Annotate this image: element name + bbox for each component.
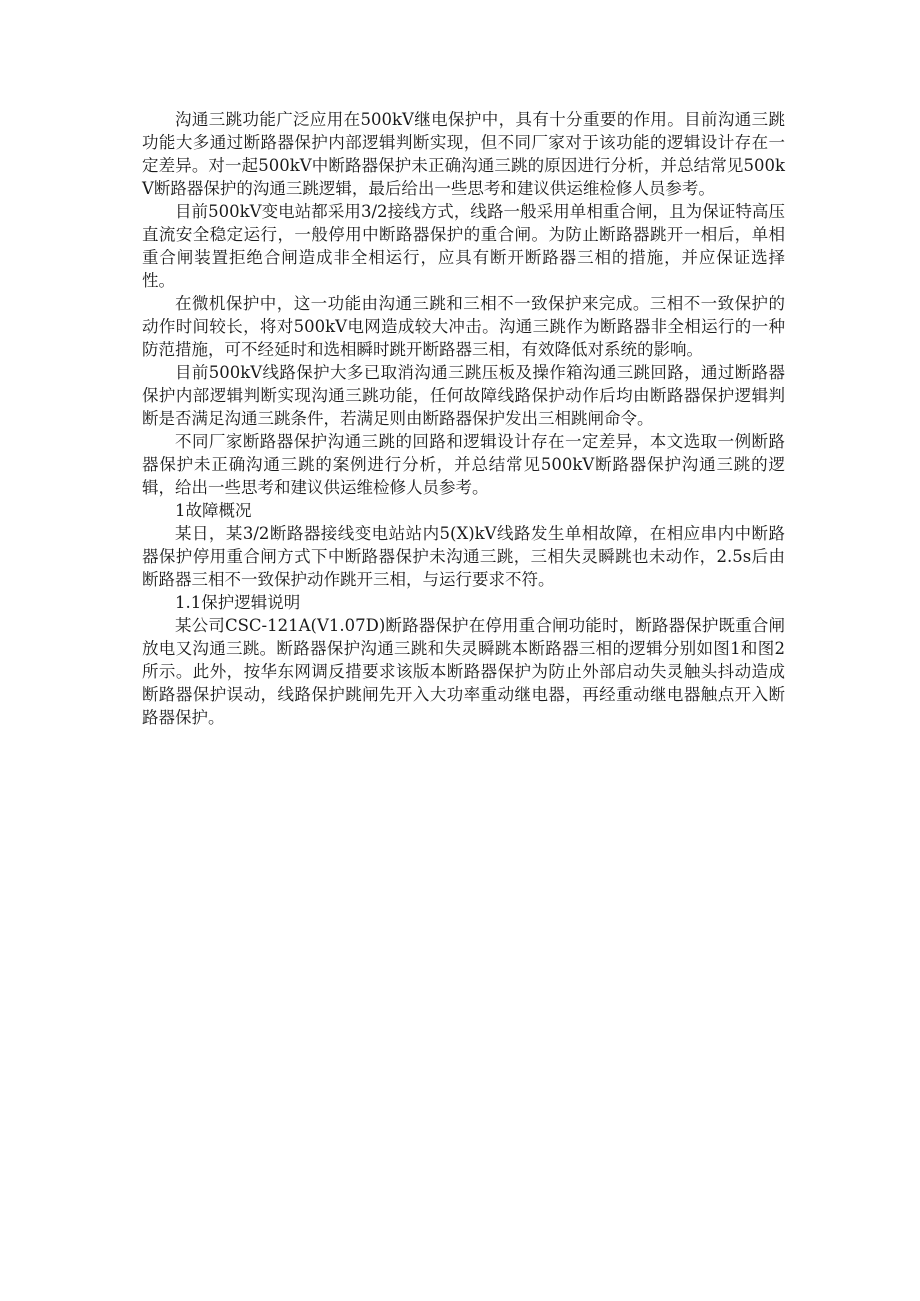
paragraph-fault-overview: 某日，某3/2断路器接线变电站站内5(X)kV线路发生单相故障，在相应串内中断路器保护停用重合闸方式下中断路器保护未沟通三跳，三相失灵瞬跳也未动作，2.5s后由断路器三相不一致保护动作跳开三相，与运行要求不符。: [142, 524, 785, 589]
document-page: [142, 108, 785, 729]
paragraph-scope: 不同厂家断路器保护沟通三跳的回路和逻辑设计存在一定差异，本文选取一例断路器保护未正确沟通三跳的案例进行分析，并总结常见500kV断路器保护沟通三跳的逻辑，给出一些思考和建议供运维检修人员参考。: [142, 432, 785, 497]
paragraph-current-practice: 目前500kV线路保护大多已取消沟通三跳压板及操作箱沟通三跳回路，通过断路器保护内部逻辑判断实现沟通三跳功能，任何故障线路保护动作后均由断路器保护逻辑判断是否满足沟通三跳条件，若满足则由断路器保护发出三相跳闸命令。: [142, 363, 785, 428]
section-heading-fault-overview: 1故障概况: [175, 501, 252, 520]
section-heading-logic-description: 1.1保护逻辑说明: [175, 593, 301, 612]
paragraph-microcomputer-protection: 在微机保护中，这一功能由沟通三跳和三相不一致保护来完成。三相不一致保护的动作时间较长，将对500kV电网造成较大冲击。沟通三跳作为断路器非全相运行的一种防范措施，可不经延时和选相瞬时跳开断路器三相，有效降低对系统的影响。: [142, 294, 785, 359]
paragraph-logic-description: 某公司CSC-121A(V1.07D)断路器保护在停用重合闸功能时，断路器保护既重合闸放电又沟通三跳。断路器保护沟通三跳和失灵瞬跳本断路器三相的逻辑分别如图1和图2所示。此外，按华东网调反措要求该版本断路器保护为防止外部启动失灵触头抖动造成断路器保护误动，线路保护跳闸先开入大功率重动继电器，再经重动继电器触点开入断路器保护。: [142, 616, 785, 727]
paragraph-background: 目前500kV变电站都采用3/2接线方式，线路一般采用单相重合闸，且为保证特高压直流安全稳定运行，一般停用中断路器保护的重合闸。为防止断路器跳开一相后，单相重合闸装置拒绝合闸造成非全相运行，应具有断开断路器三相的措施，并应保证选择性。: [142, 202, 785, 290]
paragraph-intro: 沟通三跳功能广泛应用在500kV继电保护中，具有十分重要的作用。目前沟通三跳功能大多通过断路器保护内部逻辑判断实现，但不同厂家对于该功能的逻辑设计存在一定差异。对一起500kV中断路器保护未正确沟通三跳的原因进行分析，并总结常见500kV断路器保护的沟通三跳逻辑，最后给出一些思考和建议供运维检修人员参考。: [142, 110, 785, 198]
